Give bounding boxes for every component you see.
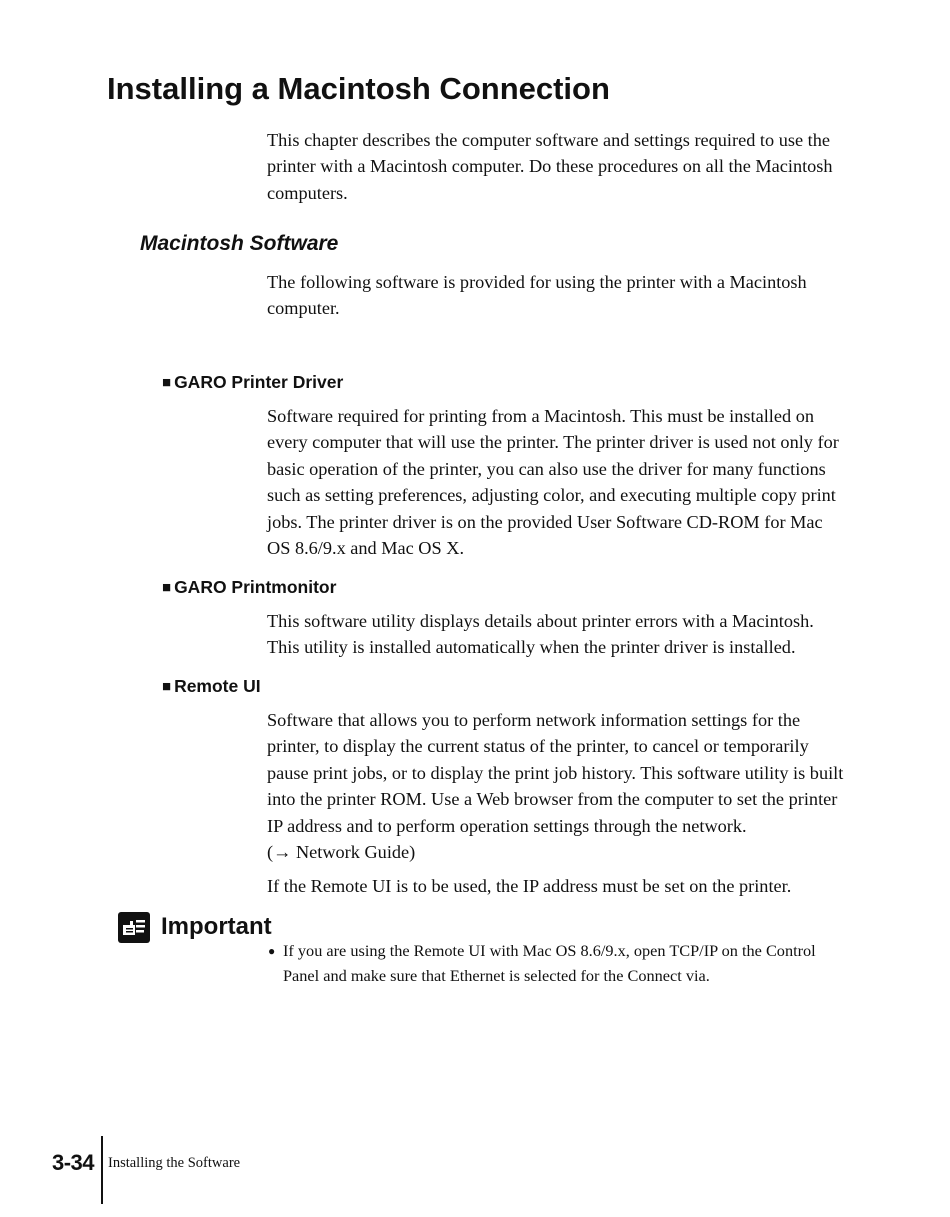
- section-heading: Macintosh Software: [140, 232, 339, 255]
- subheading-printer-driver: [162, 372, 343, 393]
- section-paragraph: The following software is provided for using the printer with a Macintosh computer.: [267, 272, 807, 319]
- subheading-remote-ui: [162, 676, 261, 697]
- intro-paragraph: This chapter describes the computer software and settings required to use the printer with a Macintosh computer. Do these procedures on all the Macintosh computers.: [267, 130, 833, 203]
- square-bullet-icon: ■: [162, 678, 172, 695]
- remote-ui-text: Software that allows you to perform network information settings for the printer, to display the current status of the printer, to cancel or temporarily pause print jobs, or to display the print job history. This software utility is built into the printer ROM. Use a Web browser from the computer to set the printer IP address and to perform operation settings through the network.: [267, 710, 844, 836]
- remote-ui-note: If the Remote UI is to be used, the IP address must be set on the printer.: [267, 876, 792, 896]
- remote-ui-paragraph: [267, 707, 847, 865]
- subheading-printmonitor: [162, 577, 336, 598]
- page-title: Installing a Macintosh Connection: [107, 71, 610, 106]
- printmonitor-paragraph: This software utility displays details about printer errors with a Macintosh. This utility is installed automatically when the printer driver is installed.: [267, 611, 814, 658]
- square-bullet-icon: ■: [162, 374, 172, 391]
- important-hand-icon: [118, 912, 150, 943]
- printer-driver-paragraph: Software required for printing from a Macintosh. This must be installed on every computer that will use the printer. The printer driver is used not only for basic operation of the printer, you can also use the driver for many functions such as setting preferences, adjusting color, and executing multiple copy print jobs. The printer driver is on the provided User Software CD-ROM for Mac OS 8.6/9.x and Mac OS X.: [267, 406, 839, 559]
- page-number: 3-34: [52, 1150, 95, 1175]
- footer-section-title: Installing the Software: [108, 1155, 241, 1171]
- subheading-label: GARO Printer Driver: [174, 372, 344, 392]
- square-bullet-icon: ■: [162, 579, 172, 596]
- subheading-label: GARO Printmonitor: [174, 577, 337, 597]
- footer-divider: [101, 1136, 103, 1204]
- important-note: If you are using the Remote UI with Mac OS 8.6/9.x, open TCP/IP on the Control Panel and make sure that Ethernet is selected for the Connect via.: [283, 941, 816, 985]
- network-guide-reference: (→ Network Guide): [267, 842, 416, 863]
- round-bullet-icon: ●: [268, 944, 276, 958]
- subheading-label: Remote UI: [174, 676, 261, 696]
- important-label: Important: [161, 913, 272, 940]
